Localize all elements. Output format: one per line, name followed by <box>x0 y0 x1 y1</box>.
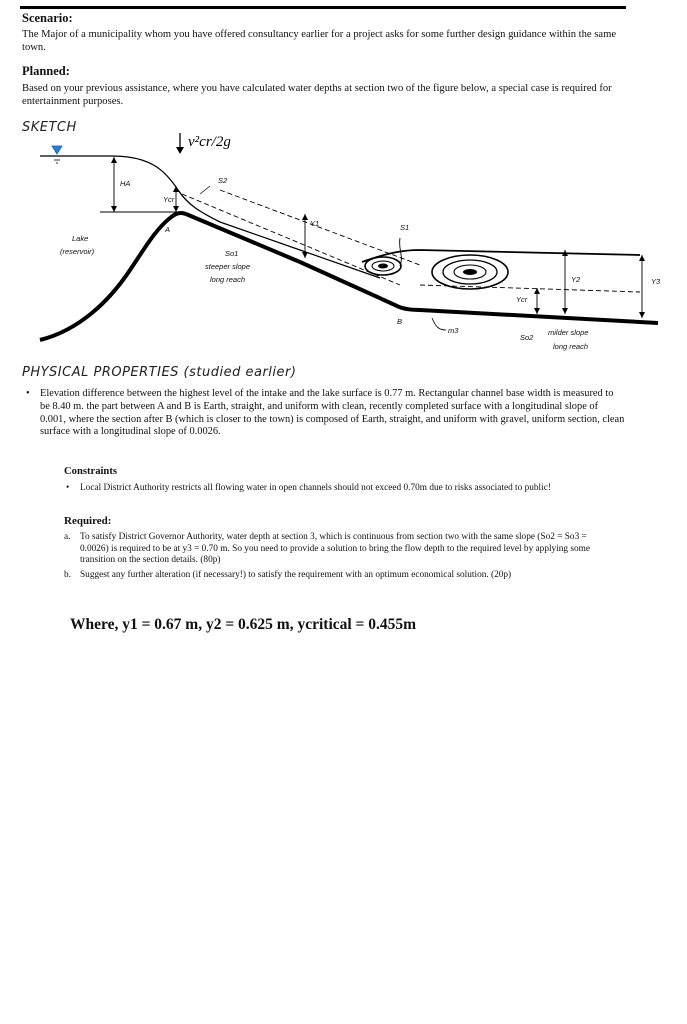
y3-label: Y3 <box>651 277 661 286</box>
planned-heading: Planned: <box>22 64 70 78</box>
required-a-marker: a. <box>64 532 71 542</box>
milder-slope-label: milder slope <box>548 328 589 337</box>
ycr-top-label: Ycr <box>163 195 175 204</box>
constraints-item: • Local District Authority restricts all flowing water in open channels should not exceed 0.70m due to risks associated to public! <box>66 483 551 493</box>
physical-properties-title: PHYSICAL PROPERTIES (studied earlier) <box>22 365 297 380</box>
channel-bed <box>186 214 658 323</box>
required-heading: Required: <box>64 515 112 527</box>
point-b-label: B <box>397 317 403 326</box>
constraints-heading: Constraints <box>64 466 117 477</box>
lake-label: Lake <box>72 234 89 243</box>
channel-sketch <box>0 0 687 360</box>
long-reach-2-label: long reach <box>553 342 589 351</box>
required-b-marker: b. <box>64 570 71 580</box>
steeper-slope-label: steeper slope <box>205 262 251 271</box>
ha-label: HA <box>120 179 131 188</box>
required-a <box>64 532 610 567</box>
required-a-text: To satisfy District Governor Authority, water depth at section 3, which is continuous from section two with the same slope (So2 = So3 = 0.0026) is required to be at y3 = 0.70 m. So you need to provide a solution to bring the flow depth to the required level by applying some transition on the section details. (80p) <box>80 532 591 566</box>
s2-label: S2 <box>218 176 228 185</box>
scenario-heading: Scenario: <box>22 11 73 25</box>
physical-bullet: • Elevation difference between the highest level of the intake and the lake surface is 0.77 m. Rectangular channel base width is measured to be 8.40 m. the part between A and B is Earth, straight, and uniform with clean, recently completed surface with a longitudinal slope of 0.001, where the section after B (which is closer to the town) is composed of Earth, straight, and uniform with gravel, uniform section, clean surface with a longitudinal slope of 0.0026. <box>26 388 625 438</box>
required-b <box>64 570 610 582</box>
planned-text: Based on your previous assistance, where you have calculated water depths at section two of the figure below, a special case is required for entertainment purposes. <box>22 83 612 107</box>
sketch-title: SKETCH <box>22 120 77 135</box>
long-reach-1-label: long reach <box>210 275 246 284</box>
y2-label: Y2 <box>571 275 581 284</box>
scenario-text: The Major of a municipality whom you have offered consultancy earlier for a project asks for some further design guidance within the same town. <box>22 29 617 53</box>
reservoir-label: (reservoir) <box>60 247 95 256</box>
jump-surface <box>362 250 640 262</box>
s1-label: S1 <box>400 223 410 232</box>
physical-bullet-text: Elevation difference between the highest level of the intake and the lake surface is 0.77 m. Rectangular channel base width is measured to be 8.40 m. the part between A and B is Earth, straight, and uniform with clean, recently completed surface with a longitudinal slope of 0.001, where the section after B (which is closer to the town) is composed of Earth, straight, and uniform with gravel, uniform section, clean surface with a longitudinal slope of 0.0026. <box>40 388 625 438</box>
energy-head-label: v²cr/2g <box>188 134 231 150</box>
given-values: Where, y1 = 0.67 m, y2 = 0.625 m, ycritical = 0.455m <box>70 616 417 633</box>
constraints-item-text: Local District Authority restricts all flowing water in open channels should not exceed 0.70m due to risks associated to public! <box>80 483 551 493</box>
m3-label: m3 <box>448 326 459 335</box>
ycr-bottom-label: Ycr <box>516 295 528 304</box>
required-b-text: Suggest any further alteration (if necessary!) to satisfy the requirement with an optimum economical solution. (20p) <box>80 570 512 580</box>
point-a-label: A <box>165 225 171 234</box>
water-surface-icon <box>52 146 62 154</box>
y1-label: Y1 <box>310 219 320 228</box>
so2-label: So2 <box>520 333 534 342</box>
so1-label: So1 <box>225 249 239 258</box>
